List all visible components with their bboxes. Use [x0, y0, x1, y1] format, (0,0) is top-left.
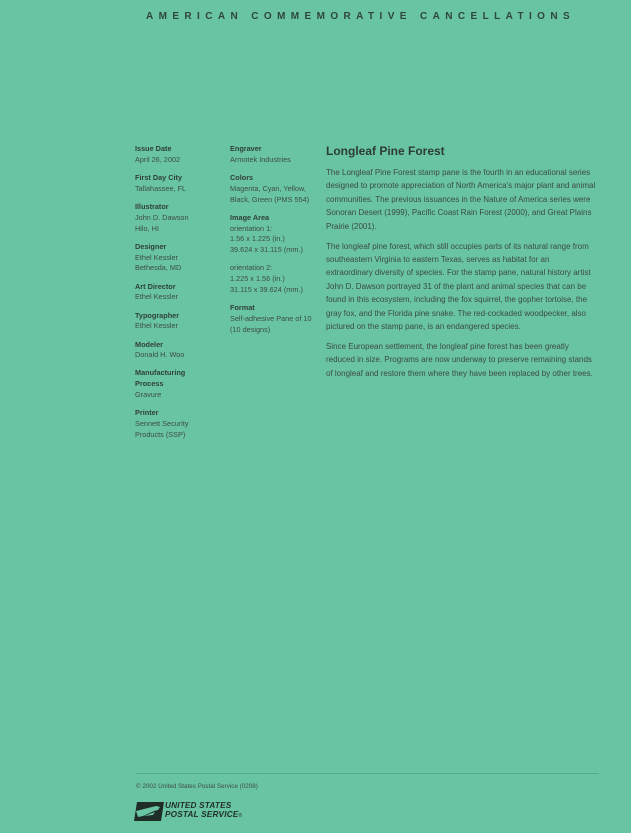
- detail-modeler: Modeler Donald H. Woo: [135, 339, 185, 360]
- article-paragraph: Since European settlement, the longleaf pine forest has been greatly reduced in size. Programs are now underway to preserve remaining stands of longleaf and restore them where they have been replaced by other trees.: [326, 342, 593, 378]
- details-left-column: [135, 144, 223, 448]
- page-header: AMERICAN COMMEMORATIVE CANCELLATIONS: [146, 11, 576, 22]
- detail-first-day-city: First Day City Tallahassee, FL: [135, 172, 187, 193]
- details-right-column: [230, 144, 318, 343]
- detail-printer: Printer Sennett Security Products (SSP): [135, 408, 189, 439]
- article-title: Longleaf Pine Forest: [326, 144, 445, 158]
- usps-wordmark: UNITED STATES POSTAL SERVICE®: [165, 801, 243, 820]
- detail-designer: Designer Ethel Kessler Bethesda, MD: [135, 241, 182, 273]
- detail-image-area: Image Area orientation 1: 1.56 x 1.225 (in.) 39.624 x 31.115 (mm.): [230, 212, 303, 255]
- article-paragraph: The longleaf pine forest, which still occupies parts of its natural range from southeastern Virginia to eastern Texas, serves as habitat for an extraordinary diversity of species. For the stamp pane, natural history artist John D. Dawson portrayed 31 of the plant and animal species that can be found in this ecosystem, including the fox squirrel, the gopher tortoise, the gray fox, and the Florida pine snake. The red-cockaded woodpecker, also pictured on the stamp pane, is an endangered species.: [326, 241, 591, 332]
- detail-colors: Colors Magenta, Cyan, Yellow, Black, Green (PMS 554): [230, 172, 310, 204]
- detail-illustrator: Illustrator John D. Dawson Hilo, HI: [135, 201, 189, 233]
- article-body: [326, 166, 598, 387]
- detail-issue-date: Issue Date April 26, 2002: [135, 144, 181, 164]
- detail-typographer: Typographer Ethel Kessler: [135, 310, 180, 331]
- footer-divider: [136, 773, 599, 774]
- usps-logo: [134, 800, 249, 824]
- copyright-notice: © 2002 United States Postal Service (0208): [136, 783, 258, 790]
- detail-engraver: Engraver Armotek Industries: [230, 144, 291, 164]
- article-paragraph: The Longleaf Pine Forest stamp pane is the fourth in an educational series designed to promote appreciation of North America's major plant and animal communities. The previous issuances in the Nature of America series were Sonoran Desert (1999), Pacific Coast Rain Forest (2000), and Great Plains Prairie (2001).: [326, 168, 596, 231]
- detail-manufacturing-process: Manufacturing Process Gravure: [135, 368, 186, 400]
- detail-image-area-orientation-2: orientation 2: 1.225 x 1.56 (in.) 31.115 x 39.624 (mm.): [230, 263, 303, 294]
- eagle-icon: [134, 802, 164, 821]
- detail-format: Format Self-adhesive Pane of 10 (10 designs): [230, 303, 312, 334]
- detail-art-director: Art Director Ethel Kessler: [135, 281, 178, 302]
